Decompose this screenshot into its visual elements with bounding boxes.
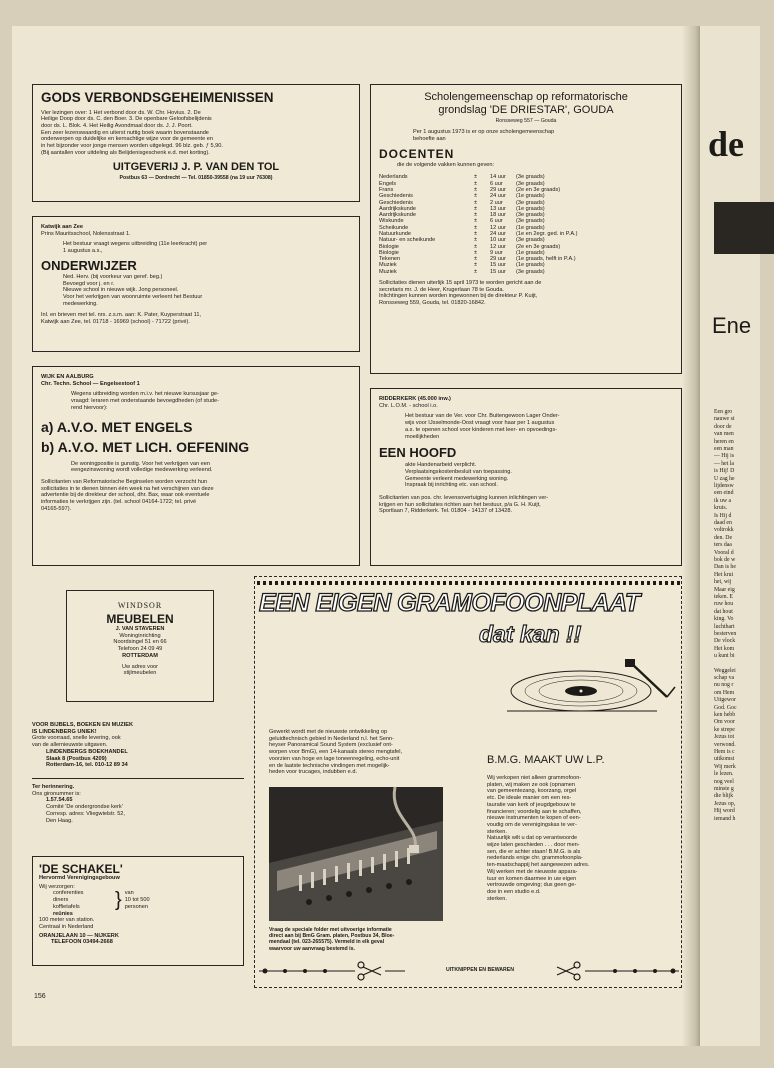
vak-hours: 15 uur xyxy=(490,268,506,275)
text-line: Vier lezingen over: 1 Het verbond door ds. W. Chr. Hovius. 2. De xyxy=(41,109,201,116)
text-line: personen xyxy=(124,903,149,910)
vak-grade: (3e graads) xyxy=(516,199,545,206)
article-line-fragment: — Hij is xyxy=(714,453,734,460)
text-line: a.s. te openen school voor kinderen met leer- en opvoedings- xyxy=(405,426,558,433)
text-line: 10 tot 500 xyxy=(124,897,150,904)
article-line-fragment: ken hebb xyxy=(714,712,736,718)
ad-gramofoonplaat xyxy=(254,576,682,988)
windsor-owner: J. VAN STAVEREN xyxy=(115,626,165,632)
text-line: Sollicitaties dienen uiterlijk 15 april 1973 te worden gericht aan de xyxy=(379,280,542,287)
vak-approx: ± xyxy=(474,212,478,219)
giro-number: 1.57.54.65 xyxy=(46,797,73,804)
gramofoon-headline: EEN EIGEN GRAMOFOONPLAAT xyxy=(259,589,640,617)
text-line: moeilijkheden xyxy=(405,433,440,440)
text-line: Per 1 augustus 1973 is er op onze scholengemeenschap xyxy=(413,129,555,136)
article-line-fragment: minste g xyxy=(714,786,734,792)
ad-windsor-meubelen xyxy=(66,590,214,702)
text-line: door ds. L. Blok. 4. Het Heilig Avondmaal door ds. J. J. Poort. xyxy=(41,122,193,129)
article-line-fragment: Jezus op, xyxy=(714,800,736,807)
ad-lindenberg xyxy=(32,722,244,769)
windsor-tagline xyxy=(71,664,209,677)
vak-name: Engels xyxy=(379,180,397,187)
article-line-fragment: luchthart xyxy=(714,623,735,630)
article-line-fragment: Hem is c xyxy=(714,749,735,755)
text-line: medewerking. xyxy=(63,300,98,307)
text-line: vraagd: leraren met onderstaande bevoegdheden (of stude- xyxy=(71,398,220,405)
gramofoon-intro xyxy=(269,729,481,776)
ad-school: Chr. L.O.M. - school i.o. xyxy=(379,402,438,409)
vak-grade: (3e graads) xyxy=(516,174,545,181)
ad-place: WIJK EN AALBURG xyxy=(41,374,94,380)
ad-body xyxy=(41,110,351,157)
article-line-fragment: een man xyxy=(714,446,734,452)
text-line: van gemeentezang, koorzang, orgel xyxy=(487,788,577,795)
text-line: koffietafels xyxy=(53,903,80,910)
vakken-table xyxy=(379,174,673,275)
text-line: nieuwe instrumenten te kopen of een- xyxy=(487,815,581,822)
vak-hours: 15 uur xyxy=(490,262,506,269)
text-line: Grote voorraad, snelle levering, ook xyxy=(32,735,121,742)
article-line-fragment: u kunt bi xyxy=(714,653,735,660)
text-line: grondslag 'DE DRIESTAR', GOUDA xyxy=(438,104,614,116)
vak-hours: 6 uur xyxy=(490,180,503,187)
vak-name: Geschiedenis xyxy=(379,193,413,200)
article-line-fragment: Is Hij d xyxy=(714,512,732,519)
article-line-fragment: schap va xyxy=(714,675,735,681)
article-line-fragment: het, wij xyxy=(714,579,732,586)
vak-name: Geschiedenis xyxy=(379,199,413,206)
article-line-fragment: heren en xyxy=(714,438,734,445)
vak-name: Muziek xyxy=(379,268,397,275)
text-line: van de allernieuwste uitgaven. xyxy=(32,742,108,749)
ad-de-schakel xyxy=(32,856,244,966)
article-line-fragment: ruw hou xyxy=(714,601,734,608)
vak-hours: 9 uur xyxy=(490,249,503,256)
text-line: worpen voor BmG), een 14-kanaals stereo mengtafel, xyxy=(269,749,403,756)
article-line-fragment: is Hij! D xyxy=(714,468,735,475)
text-line: voorzien van hoge en lage toneenregeling, echo-unit xyxy=(269,755,400,762)
option-b: b) A.V.O. MET LICH. OEFENING xyxy=(41,438,250,455)
article-line-fragment: dat hout xyxy=(714,608,733,615)
ad-herinnering xyxy=(32,784,244,824)
right-page xyxy=(700,26,760,1046)
vak-grade: (3e graads) xyxy=(516,268,545,275)
article-line-fragment: nog veel xyxy=(714,778,734,785)
text-line: mendaal (tel. 023-265575). Vermeld in elk geval xyxy=(269,939,385,946)
ad-address: Ronsseweg 557 — Gouda xyxy=(495,118,557,124)
text-line: Wegens uitbreiding worden m.i.v. het nieuwe kursusjaar ge- xyxy=(71,391,219,398)
vak-hours: 24 uur xyxy=(490,193,506,200)
article-line-fragment: besterven xyxy=(714,631,737,637)
ad-katwijk xyxy=(32,216,360,352)
text-line: Sollicitanten van Reformatorische Beginselen worden verzocht hun xyxy=(41,478,208,485)
vak-approx: ± xyxy=(474,193,478,200)
publisher-address: Postbus 63 — Dordrecht — Tel. 01850-39558 (na 19 uur 76308) xyxy=(119,175,273,182)
vak-approx: ± xyxy=(474,174,478,181)
vak-grade: (2e en 3e graads) xyxy=(516,186,561,193)
text-line: rend hiervoor): xyxy=(71,404,108,411)
brace: } xyxy=(115,889,122,912)
text-line: Inspraak bij inrichting etc. van school. xyxy=(405,482,498,489)
vak-name: Aardrijkskunde xyxy=(379,212,416,219)
text-line: vertrouwde omgeving; dus geen ge- xyxy=(487,882,577,889)
article-line-fragment: ik uw a xyxy=(714,497,732,504)
article-line-fragment: bok de w xyxy=(714,557,736,563)
vak-name: Wiskunde xyxy=(379,218,404,225)
vak-approx: ± xyxy=(474,218,478,225)
ad-verbondsgeheimenissen xyxy=(32,84,360,202)
text-line: Natuurlijk wilt u dat op verantwoorde xyxy=(487,835,578,842)
vak-grade: (1e graads) xyxy=(516,249,545,256)
article-line-fragment: Wij merk xyxy=(714,763,736,770)
article-line-fragment: kruis. xyxy=(714,505,728,512)
text-line: van xyxy=(124,890,134,897)
article-line-fragment: van men xyxy=(714,431,734,438)
ad-place: Katwijk aan Zee xyxy=(41,224,83,230)
text-line: Scholengemeenschap op reformatorische xyxy=(424,91,628,103)
ad-school: Chr. Techn. School — Engelsestoof 1 xyxy=(41,380,140,387)
ad-title xyxy=(379,91,673,117)
text-line: Noordsingel 51 en 66 xyxy=(113,639,167,646)
windsor-brand: windsor xyxy=(117,597,163,611)
ad-contact xyxy=(379,495,673,515)
vak-grade: (3e graads) xyxy=(516,237,545,244)
ad-subheading: die de volgende vakken kunnen geven: xyxy=(397,161,495,168)
text-line: Inlichtingen kunnen worden ingewonnen bij de direkteur P. Kuijt, xyxy=(379,293,538,300)
text-line: krijgen en hun sollicitaties richten aan het bestuur, p/a G. H. Kuijt, xyxy=(379,501,541,508)
text-line: sollicitaties in te dienen binnen één week na het verschijnen van deze xyxy=(41,485,214,492)
article-line-fragment: iemand h xyxy=(714,815,736,822)
text-line: Vraag de speciale folder met uitvoerige informatie xyxy=(269,927,392,933)
vak-approx: ± xyxy=(474,256,478,263)
schakel-intro: Wij verzorgen: xyxy=(39,883,75,890)
vak-grade: (1e graads) xyxy=(516,262,545,269)
schakel-title: 'DE SCHAKEL' xyxy=(39,862,123,876)
text-line: voudig om de verenigingskas te ver- xyxy=(487,821,577,828)
text-line: Sportlaan 7, Ridderkerk. Tel. 01804 - 14137 of 13428. xyxy=(379,508,512,515)
text-line: 100 meter van station. xyxy=(39,917,95,924)
herinnering-title: Ter herinnering. xyxy=(32,784,75,790)
article-line-fragment: ters daa xyxy=(714,542,732,549)
vak-hours: 6 uur xyxy=(490,218,503,225)
divider xyxy=(32,778,244,779)
text-line: De woningpositie is gunstig. Voor het verkrijgen van een xyxy=(71,460,210,467)
ad-title: GODS VERBONDSGEHEIMENISSEN xyxy=(41,90,274,105)
text-line: Heilige Doop door ds. C. den Boer. 3. De openbare Geloofsbelijdenis xyxy=(41,116,212,123)
article-line-fragment: voltrokk xyxy=(714,527,734,534)
schakel-services xyxy=(39,890,237,910)
article-line-fragment: lijdensw xyxy=(714,483,734,489)
ad-contact xyxy=(379,280,673,307)
text-line: Het bestuur van de Ver. voor Chr. Buitengewoon Lager Onder- xyxy=(405,413,560,420)
text-line: Centraal in Nederland xyxy=(39,923,94,930)
article-line-fragment: Het krui xyxy=(714,571,734,578)
text-line: Verplaatsingskostenbesluit van toepassing. xyxy=(405,468,512,475)
vak-approx: ± xyxy=(474,237,478,244)
text-line: Nieuwe school in nieuwe wijk. Jong personeel. xyxy=(63,287,179,294)
text-line: diners xyxy=(53,897,69,904)
text-line: akte Handenarbeid verplicht. xyxy=(405,462,477,469)
vak-grade: (1e graads) xyxy=(516,205,545,212)
article-line-fragment: Om voor xyxy=(714,719,735,726)
text-line: TELEFOON 03494-2668 xyxy=(51,939,113,946)
text-line: doe in een studio e.d. xyxy=(487,888,541,895)
ad-wijk-en-aalburg xyxy=(32,366,360,566)
text-line: Katwijk aan Zee, tel. 01718 - 16969 (school) - 71722 (privé). xyxy=(41,319,190,326)
text-line: Woninginrichting xyxy=(119,632,161,639)
article-line-fragment: Uitgewor xyxy=(714,697,736,704)
text-line: en de laatste technische vindingen met mogelijk- xyxy=(269,762,390,769)
text-line: etc. De ideale manier om een res- xyxy=(487,795,572,802)
ad-contact xyxy=(41,479,351,513)
record-illustration xyxy=(499,657,679,721)
text-line: Slaak 8 (Postbus 4209) xyxy=(46,755,107,762)
ad-contact xyxy=(41,312,351,325)
gramofoon-body xyxy=(487,775,675,902)
text-line: Inl. en brieven met tel. nrs. z.s.m. aan: K. Pater, Kuyperstraat 11, xyxy=(41,312,202,319)
vak-approx: ± xyxy=(474,186,478,193)
article-line-fragment: Hij word xyxy=(714,808,735,815)
vak-name: Nederlands xyxy=(379,174,408,181)
article-line-fragment: die blijk xyxy=(714,793,734,800)
text-line: stijlmeubelen xyxy=(123,670,157,677)
capacity xyxy=(125,890,150,910)
gramofoon-subheadline: dat kan !! xyxy=(479,621,582,647)
text-line: Gemeente verleent medewerking woning. xyxy=(405,475,509,482)
text-line: Het bestuur vraagt wegens uitbreiding (11e leerkracht) per xyxy=(63,241,208,248)
text-line: eengezinswoning wordt volledige medewerking verleend. xyxy=(71,467,213,474)
article-line-fragment: ke strepe xyxy=(714,726,735,733)
text-line: Rotterdam-16, tel. 010-12 89 34 xyxy=(46,762,128,769)
text-line: Voor het verkrijgen van woonruimte verleent het Bestuur xyxy=(63,293,203,300)
vak-approx: ± xyxy=(474,249,478,256)
ad-intro xyxy=(405,413,673,440)
top-dot-border xyxy=(255,579,683,587)
vak-name: Aardrijkskunde xyxy=(379,205,416,212)
vak-grade: (3e graads) xyxy=(516,218,545,225)
vak-approx: ± xyxy=(474,199,478,206)
vak-name: Muziek xyxy=(379,262,397,269)
text-line: ROTTERDAM xyxy=(122,652,158,659)
vak-hours: 12 uur xyxy=(490,243,506,250)
article-line-fragment: den. De xyxy=(714,534,733,541)
vak-name: Scheikunde xyxy=(379,224,409,231)
vak-approx: ± xyxy=(474,230,478,237)
vak-grade: (1e en 2egr. ged. in P.A.) xyxy=(516,230,578,237)
vak-hours: 12 uur xyxy=(490,224,506,231)
text-line: ORANJELAAN 10 — NIJKERK xyxy=(39,932,119,939)
text-line: ten-maatschappij het aangewezen adres. xyxy=(487,862,590,869)
vak-name: Natuurkunde xyxy=(379,230,412,237)
windsor-title: MEUBELEN xyxy=(106,612,174,626)
text-line: direct aan bij BmG Gram. platen, Postbus 34, Bloe- xyxy=(269,933,395,940)
text-line: IS LINDENBERG UNIEK! xyxy=(32,728,97,735)
article-line-fragment: — het la xyxy=(714,460,734,467)
text-line: financieren; voordelig aan te schaffen, xyxy=(487,808,582,815)
vak-hours: 2 uur xyxy=(490,199,503,206)
ad-school: Prins Mauritsschool, Nolensstraat 1. xyxy=(41,230,131,237)
vak-grade: (3e graads) xyxy=(516,212,545,219)
text-line: Uw adres voor xyxy=(121,663,159,670)
text-line: heden voor trucages, indubben e.d. xyxy=(269,769,358,776)
article-line-fragment: Een gro xyxy=(714,409,733,415)
vak-name: Tekenen xyxy=(379,256,401,263)
text-line: advertentie bij de direkteur der school, dhr. Bax, waar ook eventuele xyxy=(41,492,210,499)
vak-grade: (1e graads) xyxy=(516,224,545,231)
vak-grade: (1e graads) xyxy=(516,193,545,200)
publisher-name: UITGEVERIJ J. P. VAN DEN TOL xyxy=(112,161,280,174)
vak-hours: 14 uur xyxy=(490,174,506,181)
text-line: Comité 'De ondergrondse kerk' xyxy=(46,804,123,811)
vak-grade: (3e graads) xyxy=(516,180,545,187)
text-line: wijs voor IJsselmonde-Oost vraagt voor haar per 1 augustus xyxy=(405,420,555,427)
text-line: platen, wij maken ze ook (opnamen xyxy=(487,781,575,788)
text-line: onderwerpen op duidelijke en kernachtige wijze voor de gemeente en xyxy=(41,136,213,143)
text-line: Ned. Herv. (bij voorkeur van geref. beg.) xyxy=(63,273,163,280)
article-line-fragment: nu nog r xyxy=(714,682,734,689)
text-line: tauratie van kerk of jeugdgebouw te xyxy=(487,801,576,808)
article-line-fragment: king. Vo xyxy=(714,616,734,623)
left-page xyxy=(12,26,696,1046)
text-line: Telefoon 24 09 49 xyxy=(117,646,163,653)
article-line-fragment: Vooral d xyxy=(714,549,734,556)
text-line: (Bij aantallen voor uitdeling als Belijdenisgeschenk e.d. met korting). xyxy=(41,149,210,156)
text-line: nederlands enige chr. grammofoonpla- xyxy=(487,855,583,862)
article-line-fragment: Maar eig xyxy=(714,586,735,593)
vak-hours: 24 uur xyxy=(490,230,506,237)
vak-approx: ± xyxy=(474,268,478,275)
vak-approx: ± xyxy=(474,205,478,212)
vak-approx: ± xyxy=(474,243,478,250)
text-line: behoefte aan xyxy=(413,135,446,142)
ad-place: RIDDERKERK (45.000 inw.) xyxy=(379,396,451,402)
gramofoon-caption xyxy=(269,927,483,952)
article-line-fragment: verwond. xyxy=(714,741,736,748)
article-line-fragment: Weggelei xyxy=(714,667,736,674)
text-line: Ronsseweg 559, Gouda, tel. 01820-16842. xyxy=(379,300,486,307)
text-line: 1 augustus a.s., xyxy=(63,248,103,255)
text-line: Wij verkopen niet alleen grammofoon- xyxy=(487,775,582,781)
right-title-fragment: de xyxy=(708,124,744,164)
text-line: reünies xyxy=(53,910,73,917)
text-line: Den Haag. xyxy=(46,817,73,824)
ad-heading: EEN HOOFD xyxy=(379,445,457,461)
vak-grade: (2e en 3e graads) xyxy=(516,243,561,250)
schakel-subtitle: Hervormd Verenigingsgebouw xyxy=(39,875,120,881)
ad-intro xyxy=(71,391,351,411)
article-line-fragment: uitkomst xyxy=(714,756,735,763)
text-line: waarvoor uw aanvraag bestemd is. xyxy=(269,945,355,952)
text-line: in het bijzonder voor jonge mensen worden uitgelegd. 96 blz. geb. ƒ 5,90. xyxy=(41,143,223,150)
article-line-fragment: door de xyxy=(714,423,732,430)
vak-approx: ± xyxy=(474,262,478,269)
article-line-fragment: De vlock xyxy=(714,638,736,645)
ad-heading: DOCENTEN xyxy=(379,146,455,161)
vak-approx: ± xyxy=(474,180,478,187)
text-line: sterken. xyxy=(487,895,507,902)
text-line: Ons gironummer is: xyxy=(32,790,81,797)
article-line-fragment: nauwe st xyxy=(714,416,735,423)
ad-details xyxy=(405,462,673,489)
text-line: sen, die er achter staan! B.M.G. is als xyxy=(487,848,581,855)
text-line: informaties te verkrijgen zijn. (tel. school 04164-1722; tel. privé xyxy=(41,499,197,506)
service-list xyxy=(53,890,115,910)
text-line: Corresp. adres: Vliegwielstr. 52, xyxy=(46,810,125,817)
gramofoon-subhead: B.M.G. MAAKT UW L.P. xyxy=(487,754,605,766)
article-line-fragment: Dan is he xyxy=(714,564,736,571)
text-line: tuur en komen daarmee in uw eigen xyxy=(487,875,577,882)
text-line: Sollicitanten van pos. chr. levensovertuiging kunnen inlichtingen ver- xyxy=(379,495,549,502)
text-line: secretaris mr. J. de Heer, Krugerlaan 78 te Gouda. xyxy=(379,286,504,293)
article-line-fragment: Jezus tot xyxy=(714,734,735,741)
article-line-fragment: le lezen. xyxy=(714,771,734,778)
windsor-address xyxy=(71,633,209,660)
vak-hours: 29 uur xyxy=(490,186,506,193)
page-number: 156 xyxy=(34,993,46,1000)
vak-name: Biologie xyxy=(379,243,399,250)
lindenberg-name: LINDENBERGS BOEKHANDEL xyxy=(46,748,128,755)
right-image-block xyxy=(714,202,774,254)
vak-hours: 18 uur xyxy=(490,212,506,219)
text-line: 04165-597). xyxy=(41,505,72,512)
text-line: Bevoegd voor j. en r. xyxy=(63,280,115,287)
text-line: wijze laten geschieden . . . door men- xyxy=(487,842,580,849)
vak-name: Biologie xyxy=(379,249,399,256)
vak-hours: 13 uur xyxy=(490,205,506,212)
text-line: Gewerkt wordt met de nieuwste ontwikkeling op xyxy=(269,729,388,735)
ad-intro xyxy=(63,241,351,254)
option-a: a) A.V.O. MET ENGELS xyxy=(41,418,193,435)
article-line-fragment: om Hem xyxy=(714,689,735,696)
text-line: sterken. xyxy=(487,828,507,835)
article-line-fragment: een eind xyxy=(714,490,734,497)
ad-heading: ONDERWIJZER xyxy=(41,257,137,273)
text-line: Een zeer lezenswaardig en uiterst nuttig boek waarin bovenstaande xyxy=(41,129,209,136)
article-line-fragment: God. Goc xyxy=(714,704,737,711)
ad-details xyxy=(63,274,351,308)
text-line: conferenties xyxy=(53,890,84,897)
ad-de-driestar xyxy=(370,84,682,374)
article-line-fragment: Het kom xyxy=(714,645,735,652)
ad-ridderkerk xyxy=(370,388,682,566)
vak-name: Frans xyxy=(379,186,394,193)
vak-hours: 10 uur xyxy=(490,237,506,244)
vak-approx: ± xyxy=(474,224,478,231)
ad-intro xyxy=(413,129,673,142)
vak-grade: (1e graads, helft in P.A.) xyxy=(516,256,576,263)
gramofoon-footer: UITKNIPPEN EN BEWAREN xyxy=(445,967,515,973)
vak-hours: 29 uur xyxy=(490,256,506,263)
text-line: heyser Panoramical Sound System (exclusief ont- xyxy=(269,742,393,749)
text-line: VOOR BIJBELS, BOEKEN EN MUZIEK xyxy=(32,722,134,728)
text-line: geluidtechnisch gebied in Nederland n.l. het Senn- xyxy=(269,735,395,742)
ad-housing xyxy=(71,461,351,474)
text-line: Wij werken met de nieuwste appara- xyxy=(487,868,578,875)
right-heading-fragment: Ene xyxy=(712,313,752,338)
article-line-fragment: U zag he xyxy=(714,475,735,482)
article-line-fragment: daad en xyxy=(714,520,732,526)
article-line-fragment: teken. E xyxy=(714,594,733,600)
vak-name: Natuur- en scheikunde xyxy=(379,237,436,244)
mixing-desk-photo xyxy=(269,787,443,921)
